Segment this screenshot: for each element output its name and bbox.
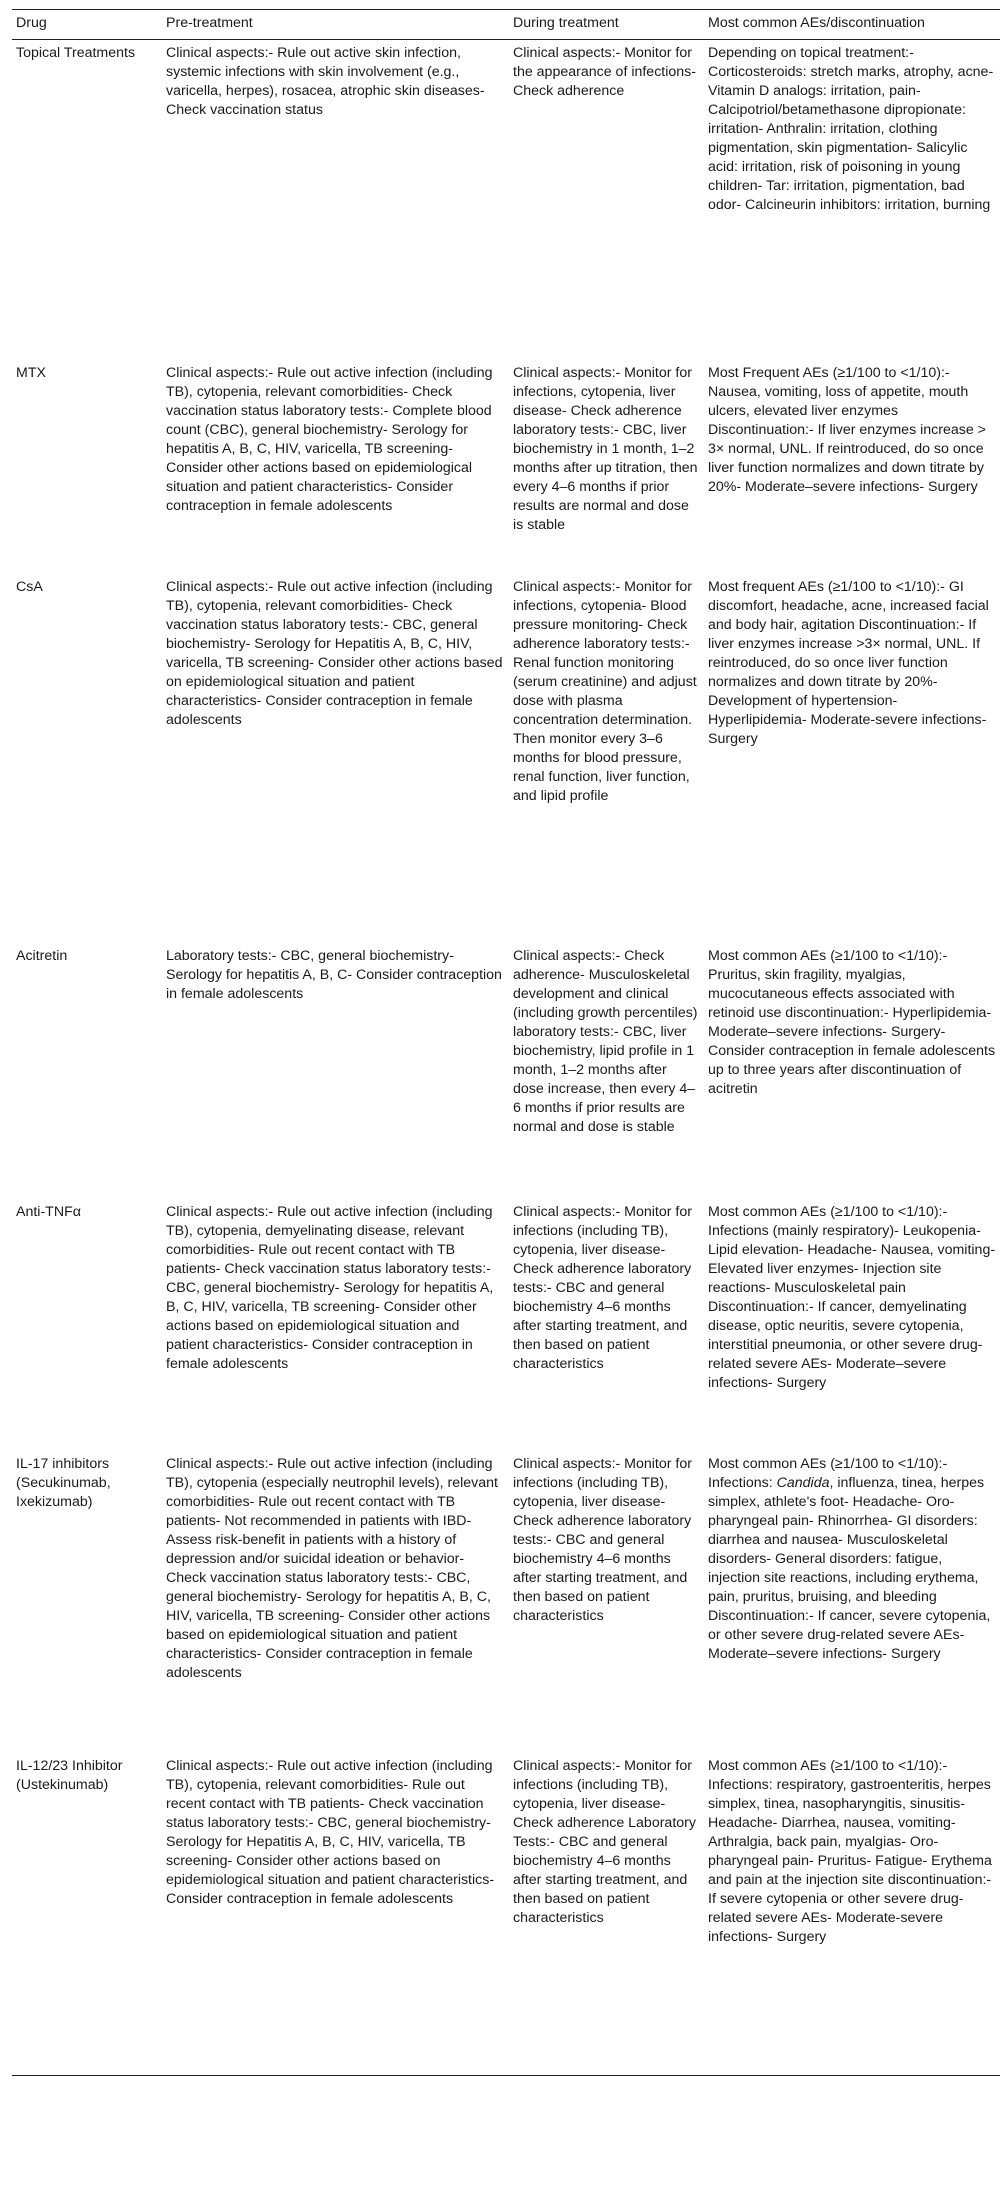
table-row — [12, 40, 1000, 361]
aes-text-end: , influenza, tinea, herpes simplex, athlete's foot- Headache- Oro-pharyngeal pain- Rhinorrhea- GI disorders: diarrhea and nausea- Musculoskeletal disorders- General disorders: fatigue, injection site reactions, including erythema, pain, pruritus, bruising, and bleeding Discontinuation:- If cancer, severe cytopenia, or other severe drug-related severe AEs- Moderate–severe infections- Surgery — [708, 1475, 991, 1662]
cell-drug: CsA — [16, 579, 43, 595]
table-row — [12, 360, 1000, 574]
cell-pre-treatment: Clinical aspects:- Rule out active infection (including TB), cytopenia, relevant comorbidities- Check vaccination status laboratory tests:- CBC, general biochemistry- Serology for Hepatitis A, B, C, HIV, varicella, TB screening- Consider other actions based on epidemiological situation and patient characteristics- Consider contraception in female adolescents — [166, 579, 503, 728]
cell-pre-treatment: Clinical aspects:- Rule out active infection (including TB), cytopenia (especially neutrophil levels), relevant comorbidities- Rule out recent contact with TB patients- Not recommended in patients with IBD- Assess risk-benefit in patients with a history of depression and/or suicidal ideation or behavior- Check vaccination status laboratory tests:- CBC, general biochemistry- Serology for hepatitis A, B, C, HIV, varicella, TB screening- Consider other actions based on epidemiological situation and patient characteristics- Consider contraception in female adolescents — [166, 1456, 498, 1681]
cell-pre-treatment: Clinical aspects:- Rule out active infection (including TB), cytopenia, demyelinating disease, relevant comorbidities- Rule out recent contact with TB patients- Check vaccination status laboratory tests:- CBC, general biochemistry- Serology for hepatitis A, B, C, HIV, varicella, TB screening- Consider other actions based on epidemiological situation and patient characteristics- Consider contraception in female adolescents — [166, 1204, 494, 1372]
cell-during-treatment: Clinical aspects:- Monitor for infections, cytopenia, liver disease- Check adherence laboratory tests:- CBC, liver biochemistry in 1 month, 1–2 months after up titration, then every 4–6 months if prior results are normal and dose is stable — [513, 365, 698, 533]
table-row — [12, 574, 1000, 943]
cell-pre-treatment: Laboratory tests:- CBC, general biochemistry- Serology for hepatitis A, B, C- Consider contraception in female adolescents — [166, 948, 502, 1002]
header-pre-treatment: Pre-treatment — [162, 10, 509, 40]
header-aes-discontinuation: Most common AEs/discontinuation — [704, 10, 1000, 40]
aes-text-start: Most common AEs (≥1/100 to <1/10):- Infections: — [708, 1456, 948, 1491]
cell-during-treatment: Clinical aspects:- Monitor for the appearance of infections- Check adherence — [513, 45, 696, 99]
cell-during-treatment: Clinical aspects:- Monitor for infections (including TB), cytopenia, liver disease- Check adherence laboratory tests:- CBC and general biochemistry 4–6 months after starting treatment, and then based on patient characteristics — [513, 1456, 692, 1624]
treatment-monitoring-table — [12, 9, 1000, 2076]
cell-drug: Anti-TNFα — [16, 1204, 81, 1220]
cell-during-treatment: Clinical aspects:- Monitor for infections (including TB), cytopenia, liver disease- Check adherence laboratory tests:- CBC and general biochemistry 4–6 months after starting treatment, and then based on patient characteristics — [513, 1204, 692, 1372]
table-row — [12, 1199, 1000, 1451]
cell-drug: MTX — [16, 365, 46, 381]
cell-aes — [704, 1451, 1000, 1753]
cell-aes: Most frequent AEs (≥1/100 to <1/10):- GI discomfort, headache, acne, increased facial and body hair, agitation Discontinuation:- If liver enzymes increase >3× normal, UNL. If reintroduced, do so once liver function normalizes and down titrate by 20%- Development of hypertension- Hyperlipidemia- Moderate-severe infections- Surgery — [708, 579, 989, 747]
aes-text-candida: Candida — [776, 1475, 830, 1491]
cell-pre-treatment: Clinical aspects:- Rule out active skin infection, systemic infections with skin involvement (e.g., varicella, herpes), rosacea, atrophic skin diseases- Check vaccination status — [166, 45, 485, 118]
cell-during-treatment: Clinical aspects:- Monitor for infections (including TB), cytopenia, liver disease- Check adherence Laboratory Tests:- CBC and general biochemistry 4–6 months after starting treatment, and then based on patient characteristics — [509, 1753, 704, 2076]
cell-aes: Most Frequent AEs (≥1/100 to <1/10):- Nausea, vomiting, loss of appetite, mouth ulcers, elevated liver enzymes Discontinuation:- If liver enzymes increase > 3× normal, UNL. If reintroduced, do so once liver function normalizes and down titrate by 20%- Moderate–severe infections- Surgery — [708, 365, 986, 495]
cell-during-treatment: Clinical aspects:- Check adherence- Musculoskeletal development and clinical (including growth percentiles) laboratory tests:- CBC, liver biochemistry, lipid profile in 1 month, 1–2 months after dose increase, then every 4–6 months if prior results are normal and dose is stable — [513, 948, 698, 1135]
cell-aes: Most common AEs (≥1/100 to <1/10):- Pruritus, skin fragility, myalgias, mucocutaneous effects associated with retinoid use discontinuation:- Hyperlipidemia- Moderate–severe infections- Surgery- Consider contraception in female adolescents up to three years after discontinuation of acitretin — [708, 948, 996, 1097]
cell-drug: IL-12/23 Inhibitor (Ustekinumab) — [12, 1753, 162, 2076]
table-row — [12, 943, 1000, 1199]
cell-aes: Most common AEs (≥1/100 to <1/10):- Infections: respiratory, gastroenteritis, herpes simplex, tinea, nasopharyngitis, sinusitis- Headache- Diarrhea, nausea, vomiting- Arthralgia, back pain, myalgias- Oro-pharyngeal pain- Pruritus- Fatigue- Erythema and pain at the injection site discontinuation:- If severe cytopenia or other severe drug-related severe AEs- Moderate-severe infections- Surgery — [704, 1753, 1000, 2076]
header-during-treatment: During treatment — [509, 10, 704, 40]
header-drug: Drug — [12, 10, 162, 40]
cell-pre-treatment: Clinical aspects:- Rule out active infection (including TB), cytopenia, relevant comorbidities- Check vaccination status laboratory tests:- Complete blood count (CBC), general biochemistry- Serology for hepatitis A, B, C, HIV, varicella, TB screening- Consider other actions based on epidemiological situation and patient characteristics- Consider contraception in female adolescents — [166, 365, 493, 514]
cell-pre-treatment: Clinical aspects:- Rule out active infection (including TB), cytopenia, relevant comorbidities- Rule out recent contact with TB patients- Check vaccination status laboratory tests:- CBC, general biochemistry- Serology for Hepatitis A, B, C, HIV, varicella, TB screening- Consider other actions based on epidemiological situation and patient characteristics- Consider contraception in female adolescents — [162, 1753, 509, 2076]
cell-drug: Acitretin — [16, 948, 68, 964]
cell-aes: Depending on topical treatment:- Corticosteroids: stretch marks, atrophy, acne- Vitamin D analogs: irritation, pain- Calcipotriol/betamethasone dipropionate: irritation- Anthralin: irritation, clothing pigmentation, skin pigmentation- Salicylic acid: irritation, risk of poisoning in young children- Tar: irritation, pigmentation, bad odor- Calcineurin inhibitors: irritation, burning — [708, 45, 994, 213]
cell-drug: Topical Treatments — [16, 45, 136, 61]
cell-drug: IL-17 inhibitors (Secukinumab, Ixekizumab) — [16, 1456, 111, 1510]
cell-aes: Most common AEs (≥1/100 to <1/10):- Infections (mainly respiratory)- Leukopenia- Lipid elevation- Headache- Nausea, vomiting- Elevated liver enzymes- Injection site reactions- Musculoskeletal pain Discontinuation:- If cancer, demyelinating disease, optic neuritis, severe cytopenia, interstitial pneumonia, or other severe drug-related severe AEs- Moderate–severe infections- Surgery — [708, 1204, 996, 1391]
header-row — [12, 10, 1000, 40]
cell-during-treatment: Clinical aspects:- Monitor for infections, cytopenia- Blood pressure monitoring- Check adherence laboratory tests:- Renal function monitoring (serum creatinine) and adjust dose with plasma concentration determination. Then monitor every 3–6 months for blood pressure, renal function, liver function, and lipid profile — [513, 579, 697, 804]
table-row — [12, 1451, 1000, 1753]
table-row — [12, 1753, 1000, 2076]
